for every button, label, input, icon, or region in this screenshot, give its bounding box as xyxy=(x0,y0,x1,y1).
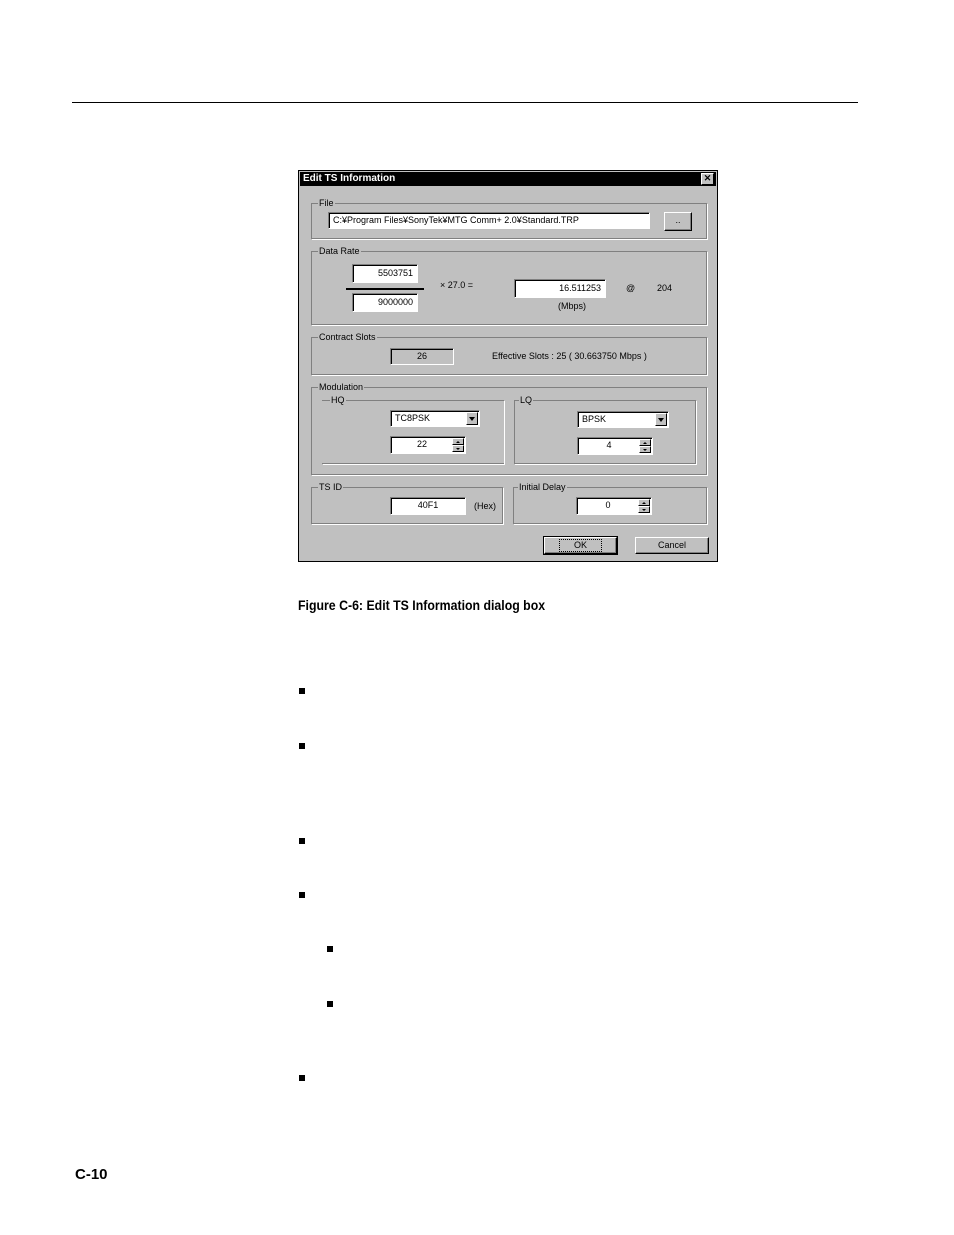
ts-id-group xyxy=(311,482,503,524)
dialog-titlebar xyxy=(300,172,716,186)
hq-group-label: HQ xyxy=(331,395,345,405)
result-unit-label: (Mbps) xyxy=(558,301,587,311)
spin-up-icon[interactable] xyxy=(638,499,650,506)
data-rate-group xyxy=(311,246,707,325)
data-rate-numerator-input[interactable]: 5503751 xyxy=(352,264,418,283)
hq-value-stepper[interactable] xyxy=(390,436,466,454)
initial-delay-group xyxy=(513,482,707,524)
ok-button-label: OK xyxy=(559,539,602,552)
ts-id-unit: (Hex) xyxy=(474,501,496,511)
spin-down-icon[interactable] xyxy=(639,446,651,453)
contract-slots-group-label: Contract Slots xyxy=(319,332,376,342)
modulation-group-label: Modulation xyxy=(319,382,364,392)
lq-group-label: LQ xyxy=(520,395,533,405)
spin-up-icon[interactable] xyxy=(639,439,651,446)
bullet-marker xyxy=(327,946,333,952)
file-group xyxy=(311,198,707,239)
bullet-marker xyxy=(299,892,305,898)
dialog-title: Edit TS Information xyxy=(303,173,396,184)
hq-modulation-value: TC8PSK xyxy=(395,413,431,423)
ts-id-group-label: TS ID xyxy=(319,482,343,492)
chevron-down-icon[interactable] xyxy=(466,412,478,425)
ts-id-input[interactable]: 40F1 xyxy=(390,497,466,515)
bullet-marker xyxy=(299,1075,305,1081)
lq-value-stepper[interactable] xyxy=(577,437,653,455)
data-rate-denominator-input[interactable]: 9000000 xyxy=(352,293,418,312)
spin-down-icon[interactable] xyxy=(452,445,464,452)
hq-spin-buttons[interactable] xyxy=(452,438,464,452)
bullet-marker xyxy=(327,1001,333,1007)
initial-delay-value: 0 xyxy=(605,500,611,510)
data-rate-result-input[interactable]: 16.511253 xyxy=(514,279,606,298)
initial-delay-stepper[interactable] xyxy=(576,497,652,515)
hq-value: 22 xyxy=(416,439,427,449)
close-icon[interactable]: ✕ xyxy=(701,173,714,185)
edit-ts-information-dialog xyxy=(298,170,718,562)
fraction-line xyxy=(346,288,424,290)
browse-button[interactable]: .. xyxy=(664,212,692,231)
lq-value: 4 xyxy=(606,440,612,450)
lq-modulation-value: BPSK xyxy=(582,414,607,424)
lq-group xyxy=(514,395,696,464)
chevron-down-icon[interactable] xyxy=(655,413,667,426)
contract-slots-input[interactable]: 26 xyxy=(390,348,454,365)
file-path-input[interactable]: C:¥Program Files¥SonyTek¥MTG Comm+ 2.0¥Standard.TRP xyxy=(328,212,650,229)
figure-caption: Figure C-6: Edit TS Information dialog box xyxy=(298,597,546,613)
spin-down-icon[interactable] xyxy=(638,506,650,513)
ok-button[interactable] xyxy=(544,537,617,554)
hq-group xyxy=(322,395,504,464)
cancel-button[interactable]: Cancel xyxy=(635,537,709,554)
bullet-marker xyxy=(299,838,305,844)
lq-spin-buttons[interactable] xyxy=(639,439,651,453)
spin-up-icon[interactable] xyxy=(452,438,464,445)
multiplier-text: × 27.0 = xyxy=(440,280,474,290)
lq-modulation-select[interactable] xyxy=(577,411,669,428)
initial-delay-spin-buttons[interactable] xyxy=(638,499,650,513)
bullet-marker xyxy=(299,743,305,749)
modulation-group xyxy=(311,382,707,475)
effective-slots-text: Effective Slots : 25 ( 30.663750 Mbps ) xyxy=(492,351,647,361)
file-group-label: File xyxy=(319,198,334,208)
hq-modulation-select[interactable] xyxy=(390,410,480,427)
header-rule xyxy=(72,102,858,103)
at-symbol: @ xyxy=(626,283,636,293)
data-rate-group-label: Data Rate xyxy=(319,246,360,256)
contract-slots-group xyxy=(311,332,707,375)
initial-delay-group-label: Initial Delay xyxy=(519,482,566,492)
page-number: C-10 xyxy=(75,1166,108,1183)
bullet-marker xyxy=(299,688,305,694)
packet-size-label: 204 xyxy=(657,283,673,293)
